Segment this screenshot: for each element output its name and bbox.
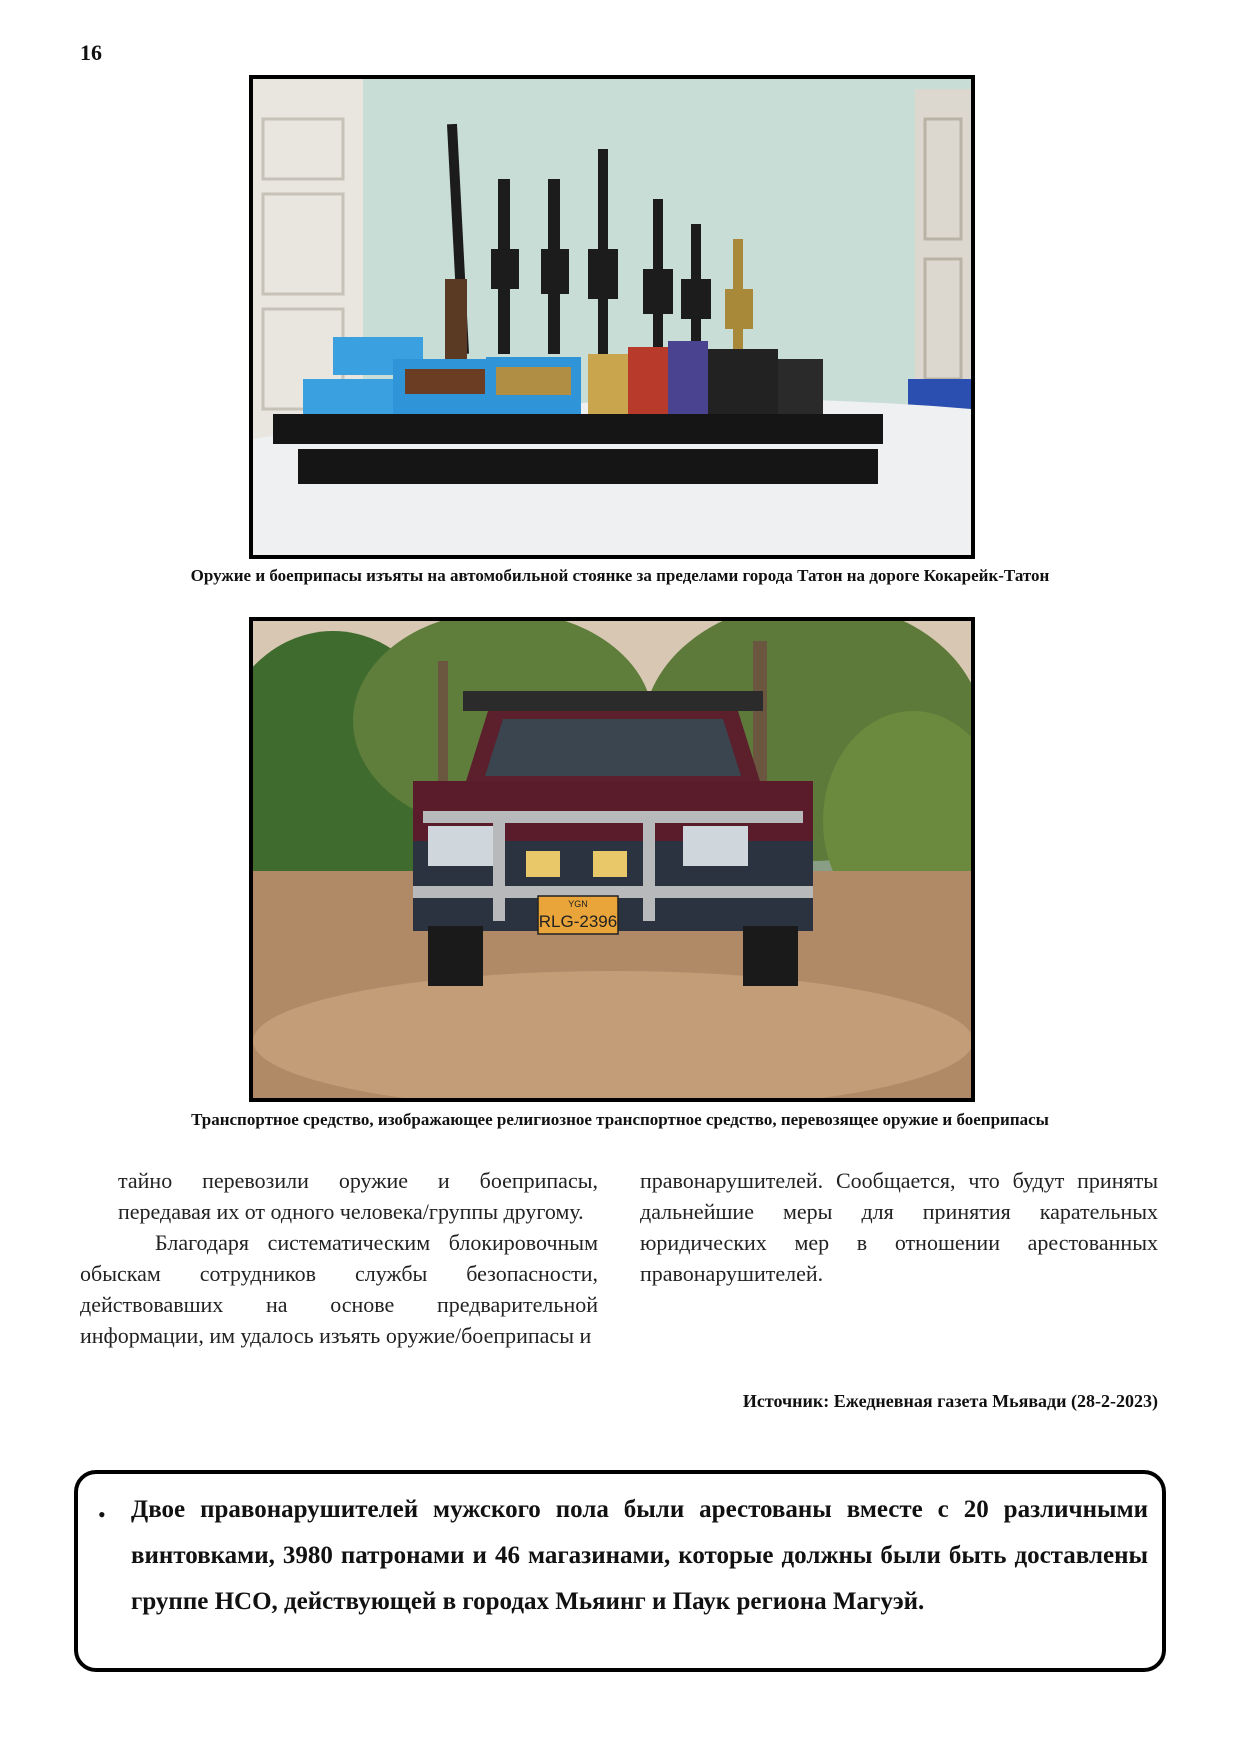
article-paragraph: правонарушителей. Сообщается, что будут приняты дальнейшие меры для принятия карательных юридических мер в отношении арестованных правонарушителей. [640,1168,1158,1286]
page-number: 16 [80,40,102,65]
summary-text: Двое правонарушителей мужского пола были арестованы вместе с 20 различными винтовками, 3980 патронами и 46 магазинами, которые должны были быть доставлены группе НСО, действующей в городах Мьяинг и Паук региона Магуэй. [131,1496,1148,1615]
article-paragraph: Благодаря систематическим блокировочным обыскам сотрудников службы безопасности, действовавших на основе предварительной информации, им удалось изъять оружие/боеприпасы и [80,1230,598,1348]
license-plate-region: YGN [568,899,588,909]
article-right-column [640,1165,1158,1289]
license-plate: RLG-2396 [538,912,618,931]
source-citation: Источник: Ежедневная газета Мьявади (28-2-2023) [742,1391,1158,1411]
seized-weapons-photo [249,75,975,559]
bullet-icon: • [98,1502,106,1527]
figure-2-caption: Транспортное средство, изображающее религиозное транспортное средство, перевозящее оружие и боеприпасы [191,1110,1049,1129]
vehicle-photo [249,617,975,1102]
summary-box [74,1470,1166,1672]
figure-1-caption: Оружие и боеприпасы изъяты на автомобильной стоянке за пределами города Татон на дороге Кокарейк-Татон [190,566,1050,585]
article-paragraph: тайно перевозили оружие и боеприпасы, передавая их от одного человека/группы другому. [118,1168,598,1224]
article-left-column [80,1165,598,1351]
